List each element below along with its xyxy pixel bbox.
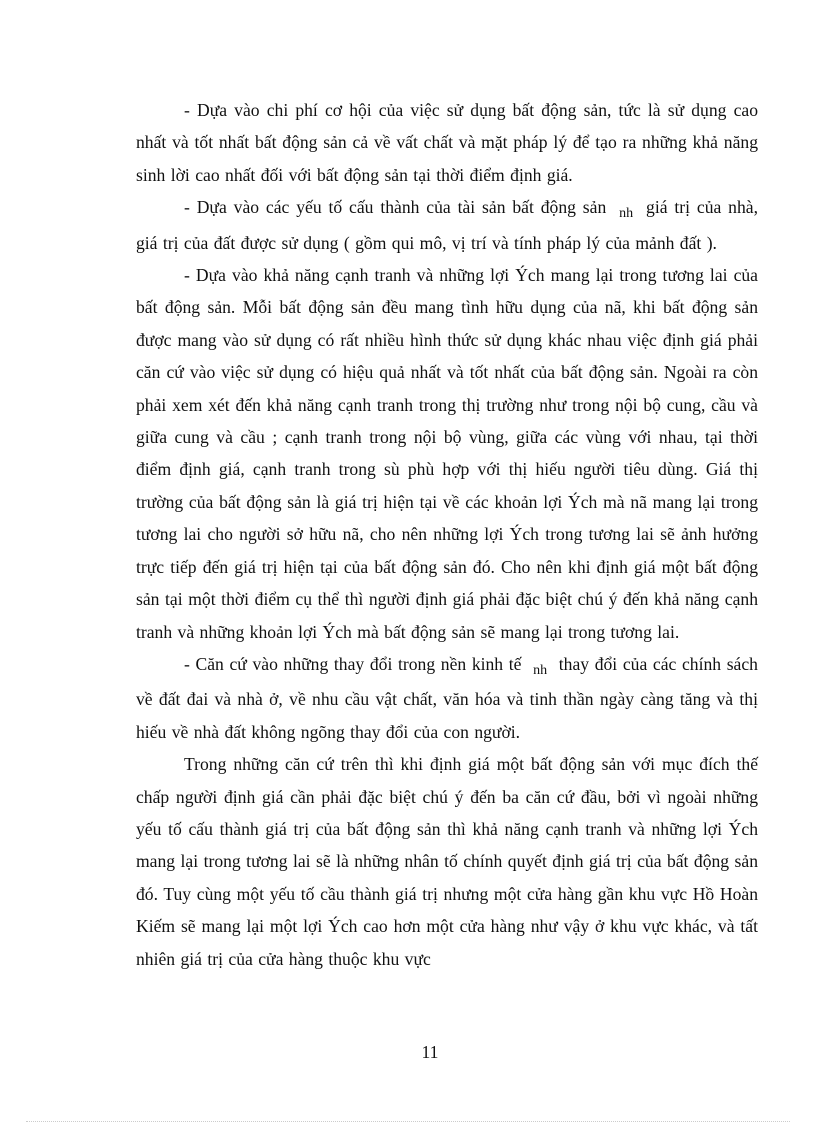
page-number: 11 [421,1042,439,1062]
paragraph-text: - Dựa vào khả năng cạnh tranh và những lợi Ých mang lại trong tương lai của bất động sản. Mỗi bất động sản đều mang tình hữu dụng của nã, khi bất động sản được mang vào sử dụng có rất nhiều hình thức sử dụng khác nhau việc định giá phải căn cứ vào việc sử dụng có hiệu quả nhất và tốt nhất của bất động sản. Ngoài ra còn phải xem xét đến khả năng cạnh tranh trong thị trường như trong nội bộ cung, cầu và giữa cung và cầu ; cạnh tranh trong nội bộ vùng, giữa các vùng với nhau, tại thời điểm định giá, cạnh tranh trong sù phù hợp với thị hiếu người tiêu dùng. Giá thị trường của bất động sản là giá trị hiện tại về các khoản lợi Ých mà nã mang lại trong tương lai cho người sở hữu nã, cho nên những lợi Ých trong tương lai sẽ ảnh hưởng trực tiếp đến giá trị hiện tại của bất động sản đó. Cho nên khi định giá một bất động sản tại một thời điểm cụ thể thì người định giá phải đặc biệt chú ý đến khả năng cạnh tranh và những khoản lợi Ých mà bất động sản sẽ mang lại trong tương lai. [136,265,758,642]
paragraph-text-start: - Căn cứ vào những thay đổi trong nền kinh tế [184,653,522,674]
paragraph-economic-changes [136,648,758,748]
paragraph-conclusion [136,748,758,975]
paragraph-text: Trong những căn cứ trên thì khi định giá một bất động sản với mục đích thế chấp người định giá cần phải đặc biệt chú ý đến ba căn cứ đầu, bởi vì ngoài những yếu tố cấu thành giá trị của bất động sản thì khả năng cạnh tranh và những lợi Ých mang lại trong tương lai sẽ là những nhân tố chính quyết định giá trị của bất động sản đó. Tuy cùng một yếu tố cầu thành giá trị nhưng một cửa hàng gần khu vực Hồ Hoàn Kiếm sẽ mang lại một lợi Ých cao hơn một cửa hàng như vậy ở khu vực khác, và tất nhiên giá trị của cửa hàng thuộc khu vực [136,754,758,969]
paragraph-text-end: giá trị của nhà, giá trị của đất được sử dụng ( gồm qui mô, vị trí và tính pháp lý của mảnh đất ). [136,197,758,253]
paragraph-text: - Dựa vào chi phí cơ hội của việc sử dụng bất động sản, tức là sử dụng cao nhất và tốt nhất bất động sản cả về vất chất và mặt pháp lý để tạo ra những khả năng sinh lời cao nhất đối với bất động sản tại thời điểm định giá. [136,100,758,185]
inline-marker: nh [619,206,634,222]
paragraph-opportunity-cost [136,94,758,191]
paragraph-text-start: - Dựa vào các yếu tố cấu thành của tài sản bất động sản [184,197,607,218]
page-bottom-divider [26,1121,790,1122]
paragraph-competition [136,259,758,648]
paragraph-text-end: thay đổi của các chính sách về đất đai và nhà ở, về nhu cầu vật chất, văn hóa và tinh thần ngày càng tăng và thị hiếu về nhà đất không ngõng thay đổi của con người. [136,653,758,742]
inline-marker: nh [533,662,548,678]
document-body [136,94,758,975]
paragraph-components [136,191,758,259]
